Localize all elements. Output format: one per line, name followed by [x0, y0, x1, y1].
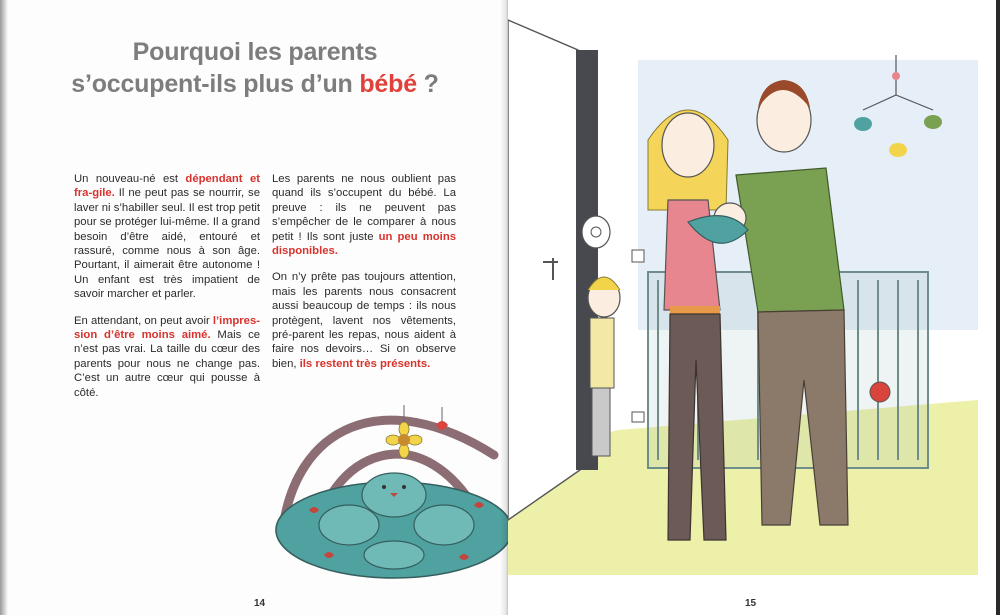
text-column-2	[272, 172, 456, 383]
title-line-1: Pourquoi les parents	[132, 38, 378, 66]
family-illustration	[508, 0, 1000, 615]
title-line-2-start: s’occupent-ils plus d’un	[71, 70, 360, 98]
paragraph-3-emphasis: un peu moins disponibles.	[272, 230, 456, 258]
paragraph-2-text-b: Mais ce n’est pas vrai. La taille du cœur des parents pour nous ne change pas. C’est un autre cœur qui pousse à côté.	[74, 329, 261, 399]
page-edge-right	[996, 0, 1000, 615]
paragraph-3-text-a: Les parents ne nous oublient pas quand ils s’occupent du bébé. La preuve : ils ne peuvent pas s’empêcher de le comparer à nous petit ! Ils sont juste	[272, 173, 456, 243]
paragraph-2-text-a: En attendant, on peut avoir	[74, 314, 213, 327]
paragraph-1-emphasis: dépendant et fra-gile.	[74, 173, 260, 200]
page-number-left: 14	[254, 598, 266, 609]
paragraph-1-text-b: Il ne peut pas se nourrir, se laver ni s’habiller seul. Il est trop petit pour se protéger lui-même. Il a grand besoin d’être aidé, entouré et rassuré, comme nous à son âge. Pourtant, il aimerait être autonome ! Un enfant est très impatient de savoir marcher et parler.	[74, 187, 260, 301]
title-highlight-bebe: bébé	[359, 70, 417, 98]
page-edge-left	[0, 0, 8, 615]
page-title	[60, 36, 450, 100]
paragraph-1	[74, 172, 260, 302]
paragraph-2	[74, 314, 260, 400]
text-column-1	[74, 172, 260, 412]
title-line-2-end: ?	[416, 70, 439, 98]
paragraph-2-emphasis: l’impres-sion d’être moins aimé.	[74, 314, 260, 342]
baby-playmat-illustration	[254, 385, 514, 585]
paragraph-4	[272, 270, 456, 371]
paragraph-1-text-a: Un nouveau-né est	[74, 173, 186, 185]
paragraph-4-emphasis: ils restent très présents.	[299, 357, 431, 370]
page-number-right: 15	[745, 598, 757, 609]
paragraph-4-text-a: On n’y prête pas toujours attention, mais les parents nous consacrent aussi beaucoup de temps : ils nous protègent, lavent nos vêtements, pré-parent les repas, nous aident à faire nos devoirs… Si on observe bien,	[272, 271, 456, 370]
page-15	[508, 0, 1000, 615]
paragraph-3	[272, 172, 456, 258]
